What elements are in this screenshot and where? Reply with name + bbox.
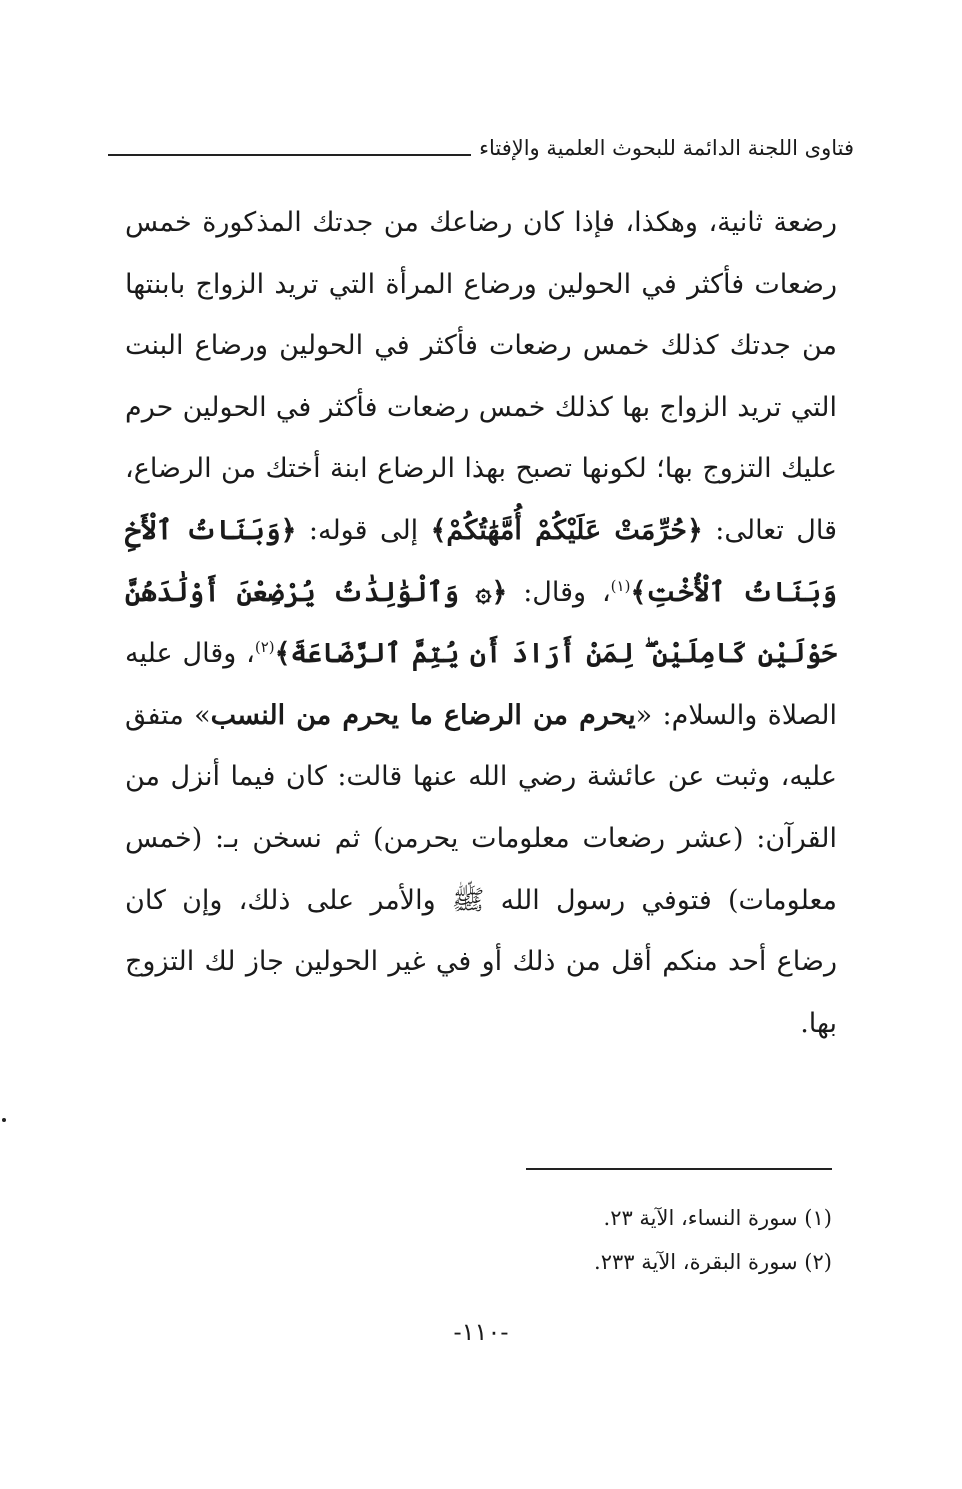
footnote-item: (٢) سورة البقرة، الآية ٢٣٣. bbox=[594, 1250, 832, 1274]
text-segment: ، وقال: bbox=[507, 576, 611, 608]
running-header bbox=[108, 128, 854, 168]
header-title: فتاوى اللجنة الدائمة للبحوث العلمية والإفتاء bbox=[479, 136, 854, 160]
footnote-item: (١) سورة النساء، الآية ٢٣. bbox=[603, 1206, 832, 1230]
header-rule bbox=[108, 154, 471, 156]
text-segment: رضعة ثانية، وهكذا، فإذا كان رضاعك من جدتك المذكورة خمس رضعات فأكثر في الحولين ورضاع المرأة التي تريد الزواج بابنتها من جدتك كذلك خمس رضعات فأكثر في الحولين ورضاع البنت التي تريد الزواج بها كذلك خمس رضعات فأكثر في الحولين حرم عليك التزوج بها؛ لكونها تصبح بهذا الرضاع ابنة أختك من الرضاع، قال تعالى: bbox=[125, 207, 838, 546]
text-segment: إلى قوله: bbox=[296, 514, 431, 546]
quran-verse: ﴿۞ وَٱلْوَٰلِدَٰتُ يُرْضِعْنَ أَوْلَٰدَهُنَّ حَوْلَيْنِ كَامِلَيْنِ ۖ لِمَنْ أَرَادَ أَن يُتِمَّ ٱلرَّضَاعَةَ﴾ bbox=[125, 576, 837, 670]
hadith-text: يحرم من الرضاع ما يحرم من النسب bbox=[210, 699, 636, 731]
text-segment: ، وقال عليه الصلاة والسلام: « bbox=[125, 638, 838, 731]
page-number: -١١٠- bbox=[453, 1318, 509, 1346]
quran-verse: ﴿حُرِّمَتْ عَلَيْكُمْ أُمَّهَٰتُكُمْ﴾ bbox=[430, 514, 703, 546]
body-paragraph bbox=[125, 192, 837, 1054]
text-segment: » متفق عليه، وثبت عن عائشة رضي الله عنها قالت: كان فيما أنزل من القرآن: (عشر رضعات معلومات يحرمن) ثم نسخن بـ: (خمس معلومات) فتوفي رسول الله ﷺ والأمر على ذلك، وإن كان رضاع أحد منكم أقل من ذلك أو في غير الحولين جاز لك التزوج بها. bbox=[125, 699, 837, 1039]
scan-mark bbox=[2, 1118, 6, 1122]
footnote-ref: (١) bbox=[610, 576, 631, 595]
body-text bbox=[125, 192, 837, 1054]
footnote-separator bbox=[526, 1168, 832, 1170]
footnotes bbox=[132, 1196, 832, 1284]
footnote-ref: (٢) bbox=[254, 638, 275, 657]
quran-verse: ﴿وَبَنَاتُ ٱلْأَخِ وَبَنَاتُ ٱلْأُخْتِ﴾ bbox=[125, 514, 837, 608]
